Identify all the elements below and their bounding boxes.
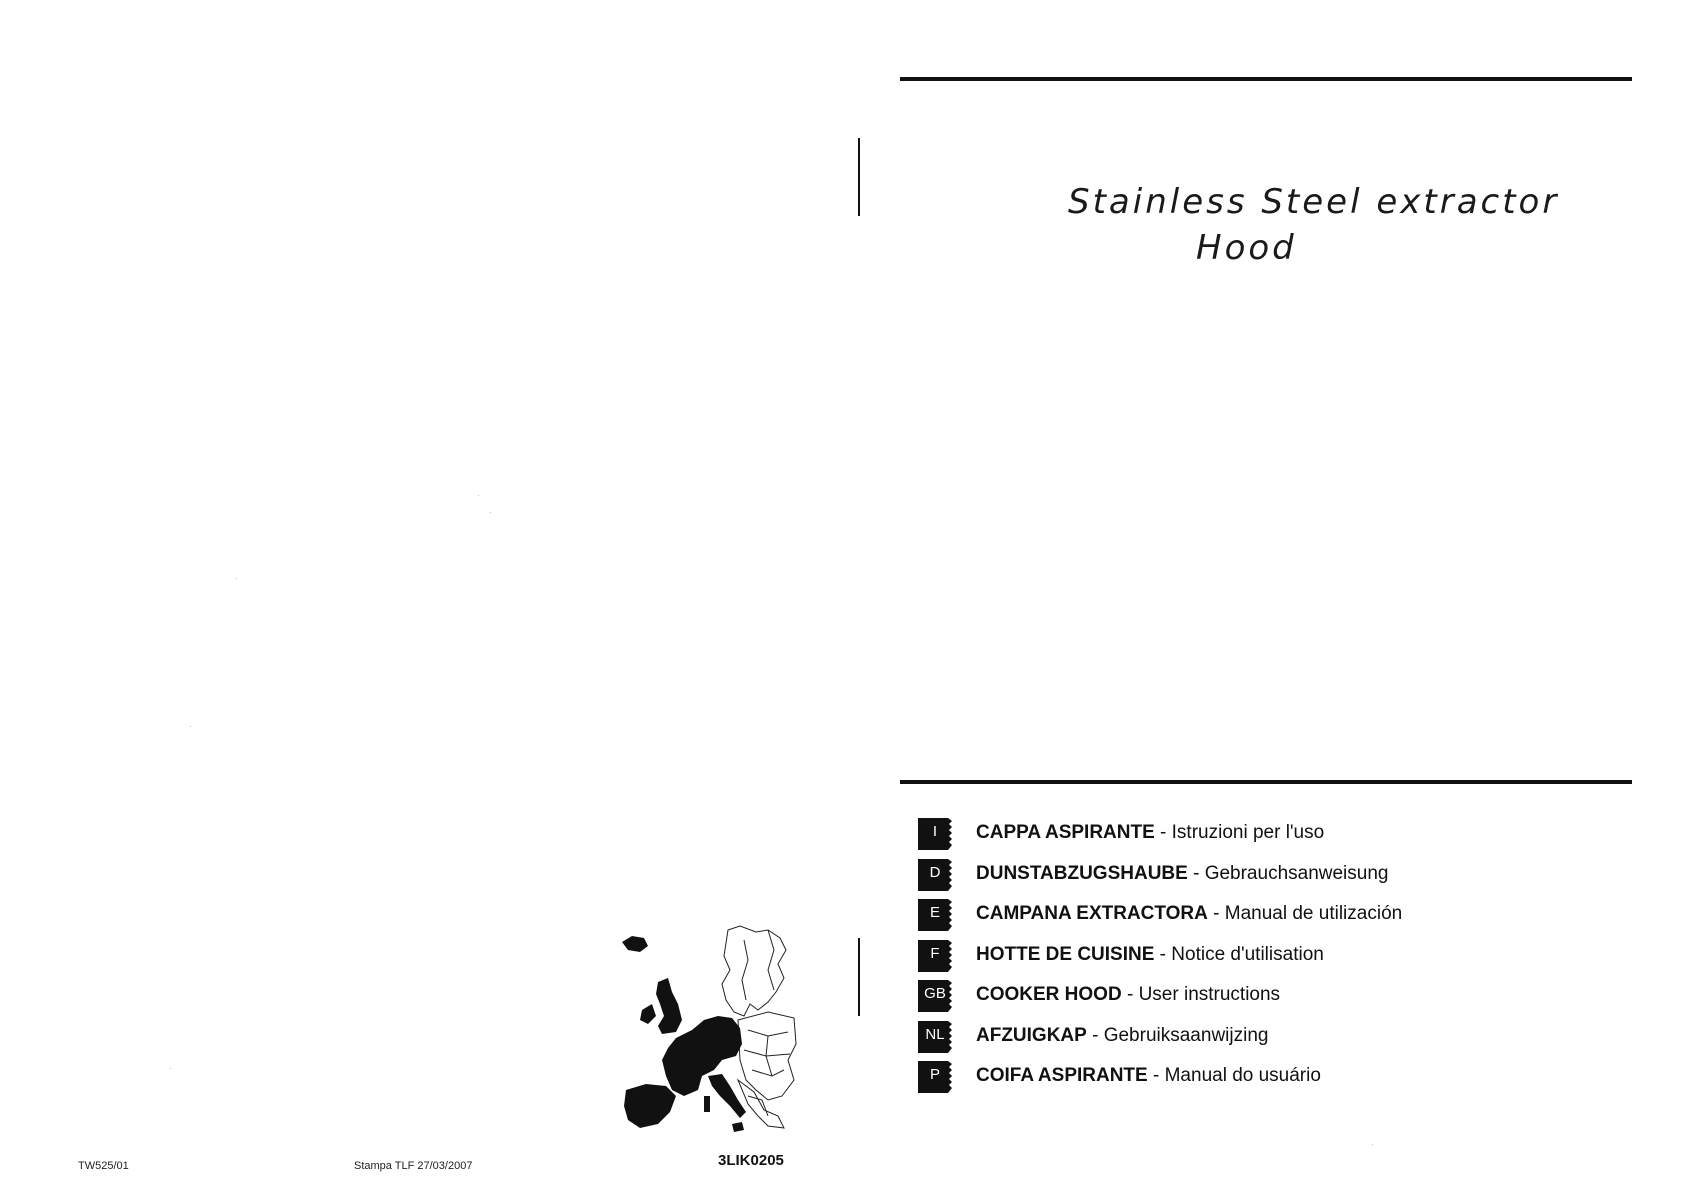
language-code: NL [925,1025,945,1043]
europe-map-image [618,920,798,1140]
language-entry [976,1065,1321,1087]
scan-speck [478,495,479,496]
language-title: CAMPANA EXTRACTORA [976,903,1208,924]
language-subtitle: - Istruzioni per l'uso [1154,822,1325,843]
language-subtitle: - Gebrauchsanweisung [1187,862,1389,884]
language-title: HOTTE DE CUISINE [976,943,1155,965]
language-entry [976,863,1388,885]
scan-speck [490,512,491,513]
language-title: COIFA ASPIRANTE [976,1065,1148,1086]
handwritten-title-line1: Stainless Steel extractor [1068,182,1560,222]
scan-speck [170,1068,171,1069]
language-code: I [932,823,938,840]
top-rule [900,77,1632,81]
language-code: P [929,1066,940,1083]
scan-speck [190,726,191,727]
language-entry [976,903,1402,925]
scan-speck [236,578,237,579]
language-subtitle: - Notice d'utilisation [1154,943,1324,965]
language-code: D [929,863,941,881]
language-title: AFZUIGKAP [976,1024,1087,1046]
language-entry [976,984,1280,1006]
language-entry [976,944,1324,966]
print-info: Stampa TLF 27/03/2007 [354,1160,473,1172]
language-subtitle: - Manual de utilización [1207,903,1403,924]
language-entry [976,822,1324,844]
language-subtitle: - Manual do usuário [1147,1065,1321,1086]
language-title: DUNSTABZUGSHAUBE [976,862,1188,884]
language-code: F [930,944,940,962]
document-reference: TW525/01 [78,1160,129,1172]
language-subtitle: - User instructions [1121,984,1281,1005]
handwritten-title-line2: Hood [1196,228,1297,268]
language-entry [976,1025,1268,1047]
language-subtitle: - Gebruiksaanwijzing [1086,1024,1269,1046]
fold-mark-top [858,138,860,216]
fold-mark-bottom [858,938,860,1016]
language-title: COOKER HOOD [976,984,1122,1005]
model-code: 3LIK0205 [718,1152,784,1169]
language-code: GB [924,985,946,1002]
middle-rule [900,780,1632,784]
language-code: E [929,904,940,921]
language-title: CAPPA ASPIRANTE [976,822,1155,843]
scan-speck [1372,1144,1373,1145]
